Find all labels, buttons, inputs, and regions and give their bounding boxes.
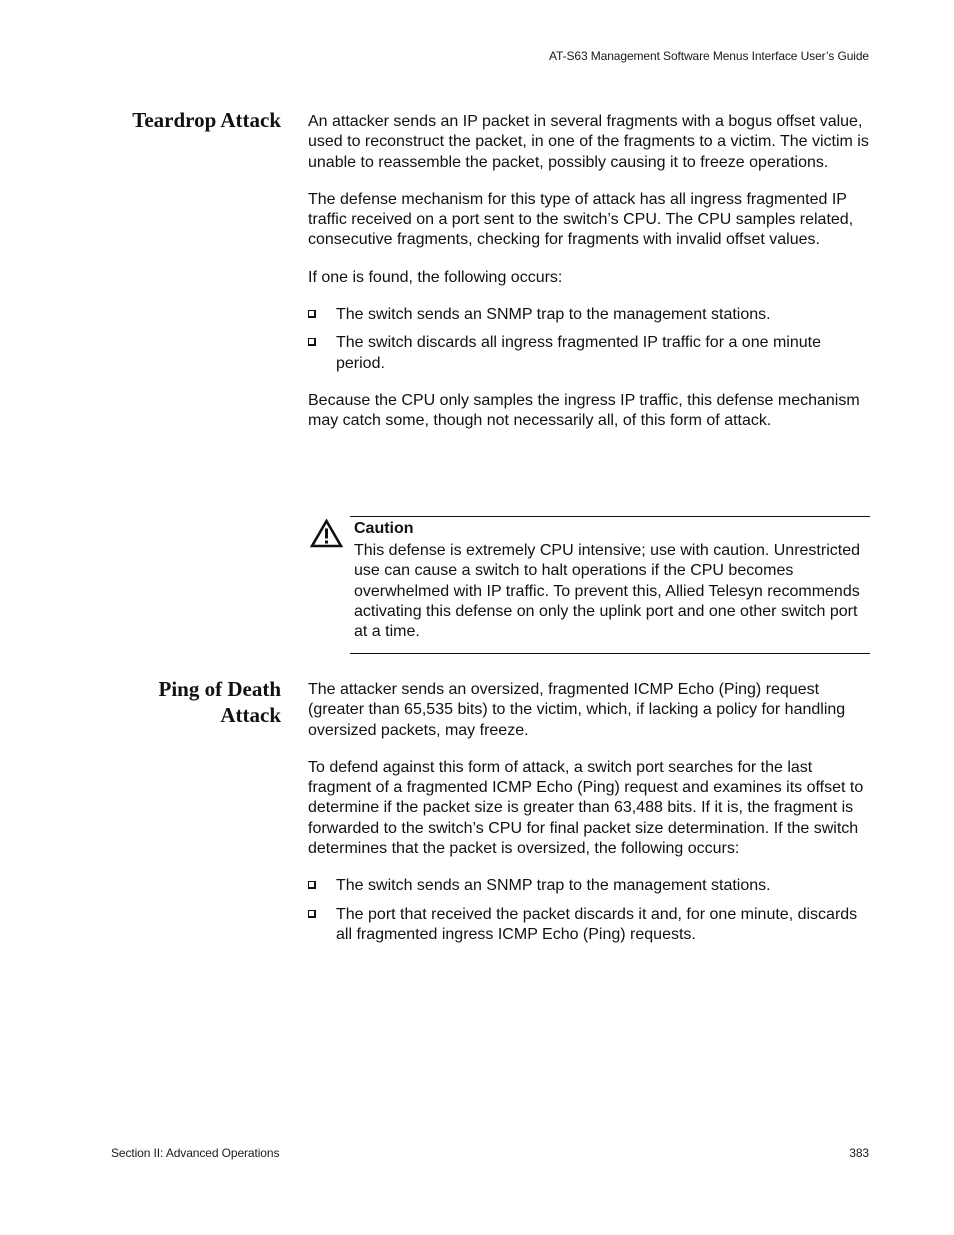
checkbox-bullet-icon — [308, 338, 316, 346]
teardrop-body — [308, 112, 870, 449]
caution-text: This defense is extremely CPU intensive; use with caution. Unrestricted use can cause a switch to halt operations if the CPU becomes overwhelmed with IP traffic. To prevent this, Allied Telesyn recommends activating this defense on only the uplink port and one other switch port at a time. — [354, 542, 860, 641]
ping-of-death-heading — [100, 676, 281, 728]
teardrop-heading: Teardrop Attack — [132, 108, 281, 132]
page-number: 383 — [849, 1146, 869, 1160]
checkbox-bullet-icon — [308, 310, 316, 318]
list-item-text: The port that received the packet discards it and, for one minute, discards all fragmented ingress ICMP Echo (Ping) requests. — [336, 905, 858, 943]
teardrop-paragraph-4: Because the CPU only samples the ingress IP traffic, this defense mechanism may catch some, though not necessarily all, of this form of attack. — [308, 391, 860, 430]
ping-body — [308, 680, 870, 962]
teardrop-paragraph-1: An attacker sends an IP packet in several fragments with a bogus offset value, used to reconstruct the packet, in one of the fragments to a victim. The victim is unable to reassemble the packet, possibly causing it to freeze operations. — [308, 113, 869, 171]
footer-section: Section II: Advanced Operations — [111, 1146, 280, 1160]
ping-paragraph-2: To defend against this form of attack, a switch port searches for the last fragment of a fragmented ICMP Echo (Ping) request and examines its offset to determine if the packet size is greater than 63,488 bits. If it is, the fragment is forwarded to the switch’s CPU for final packet size determination. If the switch determines that the packet is oversized, the following occurs: — [308, 758, 864, 858]
list-item-text: The switch discards all ingress fragmented IP traffic for a one minute period. — [336, 334, 821, 372]
ping-paragraph-1: The attacker sends an oversized, fragmented ICMP Echo (Ping) request (greater than 65,535 bits) to the victim, which, if lacking a policy for handling oversized packets, may freeze. — [308, 681, 846, 739]
list-item — [308, 305, 870, 325]
list-item — [308, 333, 870, 374]
teardrop-bullet-list — [308, 305, 870, 374]
ping-bullet-list — [308, 876, 870, 945]
ping-heading-line-2: Attack — [220, 703, 281, 727]
list-item — [308, 905, 870, 946]
checkbox-bullet-icon — [308, 881, 316, 889]
ping-heading-line-1: Ping of Death — [158, 677, 281, 701]
list-item — [308, 876, 870, 896]
list-item-text: The switch sends an SNMP trap to the management stations. — [336, 306, 771, 324]
running-header: AT-S63 Management Software Menus Interface User’s Guide — [549, 49, 869, 63]
checkbox-bullet-icon — [308, 910, 316, 918]
warning-triangle-icon — [310, 519, 343, 548]
caution-box — [350, 516, 870, 654]
list-item-text: The switch sends an SNMP trap to the management stations. — [336, 877, 771, 895]
teardrop-paragraph-3: If one is found, the following occurs: — [308, 268, 563, 286]
teardrop-paragraph-2: The defense mechanism for this type of attack has all ingress fragmented IP traffic received on a port sent to the switch’s CPU. The CPU samples related, consecutive fragments, checking for fragments with invalid offset values. — [308, 190, 854, 249]
caution-title: Caution — [354, 520, 414, 537]
